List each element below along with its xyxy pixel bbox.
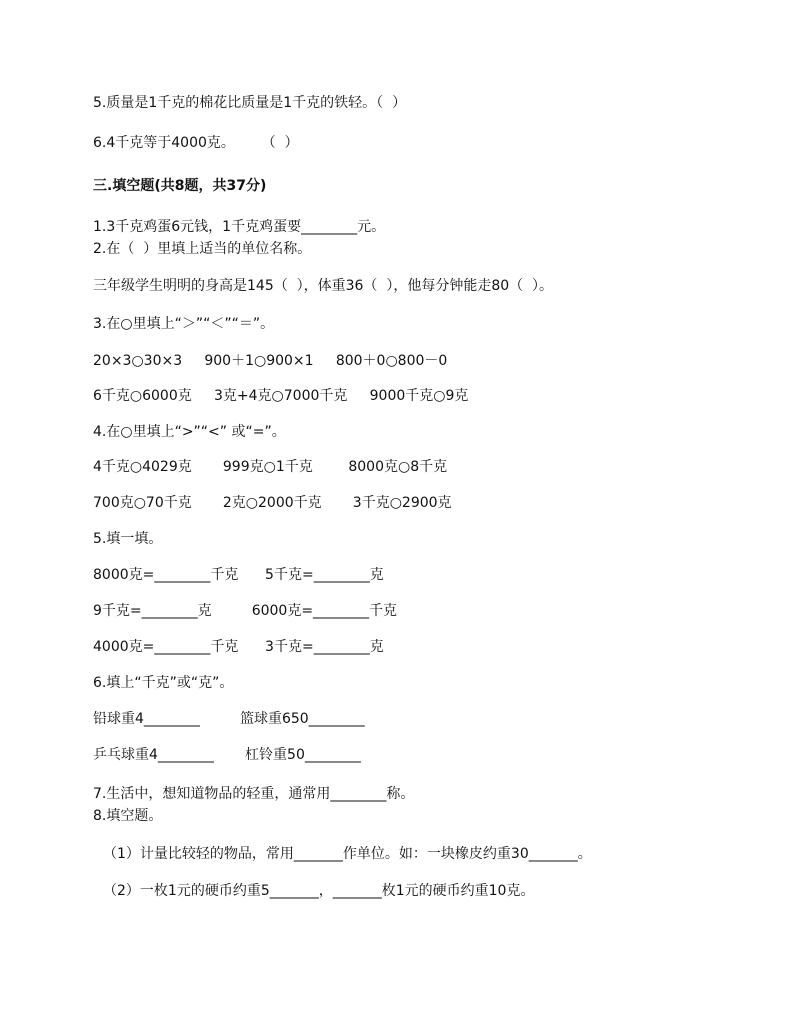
fill-question-8-item-2: （2）一枚1元的硬币约重5_______，_______枚1元的硬币约重10克。 — [103, 883, 535, 899]
fill-question-7: 7.生活中，想知道物品的轻重，通常用________称。 — [93, 786, 415, 802]
fill-question-5-prompt: 5.填一填。 — [93, 531, 163, 547]
fill-question-2-text: 三年级学生明明的身高是145（ ），体重36（ ），他每分钟能走80（ ）。 — [93, 278, 554, 294]
fill-question-4-row-2: 700克○70千克 2克○2000千克 3千克○2900克 — [93, 495, 452, 511]
fill-question-5-row-3: 4000克=________千克 3千克=________克 — [93, 639, 384, 655]
fill-question-3-row-1: 20×3○30×3 900＋1○900×1 800＋0○800－0 — [93, 353, 448, 369]
fill-question-2-prompt: 2.在（ ）里填上适当的单位名称。 — [93, 241, 312, 257]
fill-question-8-item-1: （1）计量比较轻的物品，常用_______作单位。如：一块橡皮约重30_______。 — [103, 846, 592, 862]
judgement-question-5: 5.质量是1千克的棉花比质量是1千克的铁轻。（ ） — [93, 95, 407, 111]
fill-question-1: 1.3千克鸡蛋6元钱，1千克鸡蛋要________元。 — [93, 219, 386, 235]
fill-question-3-row-2: 6千克○6000克 3克+4克○7000千克 9000千克○9克 — [93, 388, 469, 404]
fill-question-6-prompt: 6.填上“千克”或“克”。 — [93, 675, 234, 691]
fill-question-4-row-1: 4千克○4029克 999克○1千克 8000克○8千克 — [93, 459, 448, 475]
fill-question-6-row-2: 乒乓球重4________ 杠铃重50________ — [93, 747, 361, 763]
fill-question-4-prompt: 4.在○里填上“>”“<” 或“=”。 — [93, 424, 286, 440]
fill-question-5-row-2: 9千克=________克 6000克=________千克 — [93, 603, 398, 619]
judgement-question-6: 6.4千克等于4000克。 （ ） — [93, 135, 299, 151]
fill-question-3-prompt: 3.在○里填上“＞”“＜”“＝”。 — [93, 316, 275, 332]
fill-question-8-prompt: 8.填空题。 — [93, 808, 163, 824]
section-heading: 三.填空题(共8题，共37分) — [93, 178, 267, 194]
fill-question-6-row-1: 铅球重4________ 篮球重650________ — [93, 711, 365, 727]
fill-question-5-row-1: 8000克=________千克 5千克=________克 — [93, 567, 384, 583]
